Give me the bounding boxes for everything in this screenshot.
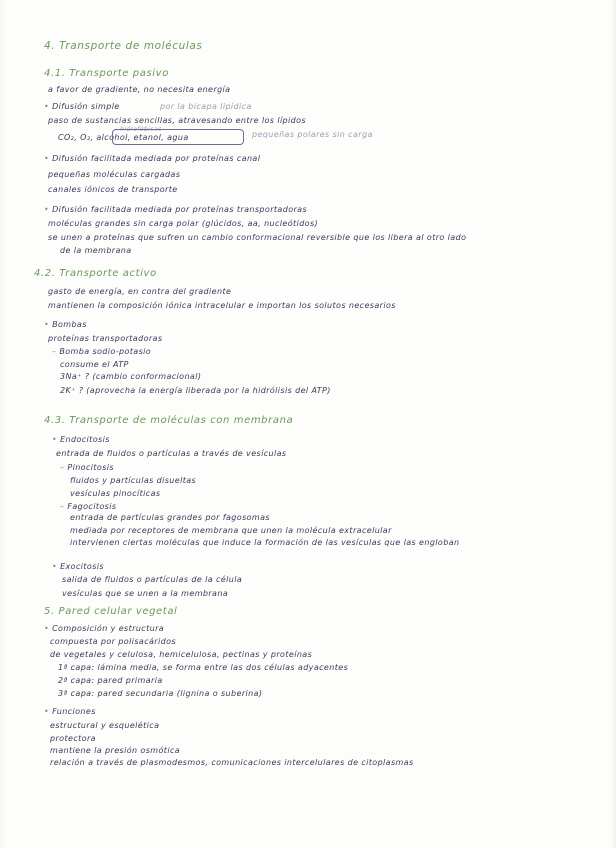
difusion-simple-label: • Difusión simple bbox=[44, 102, 120, 111]
sodio-potasio-line-3: 2K⁺ ? (aprovecha la energía liberada por la hidrólisis del ATP) bbox=[60, 386, 331, 395]
bombas-sub: proteínas transportadoras bbox=[48, 334, 163, 343]
difusion-transportadoras-line-3: de la membrana bbox=[60, 246, 132, 255]
dash-icon: – bbox=[60, 502, 68, 511]
page-title: 4. Transporte de moléculas bbox=[44, 40, 203, 52]
exocitosis-line-2: vesículas que se unen a la membrana bbox=[62, 589, 229, 598]
composicion-line-1: compuesta por polisacáridos bbox=[50, 637, 176, 646]
sodio-potasio-label: – Bomba sodio-potasio bbox=[52, 347, 152, 356]
pinocitosis-line-1: fluidos y partículas disueltas bbox=[70, 476, 197, 485]
bullet-icon: • bbox=[52, 435, 61, 444]
pinocitosis-label: – Pinocitosis bbox=[60, 463, 114, 472]
difusion-simple-line-1: paso de sustancias sencillas, atravesando entre los lípidos bbox=[48, 116, 307, 125]
difusion-transportadoras-label: • Difusión facilitada mediada por proteínas transportadoras bbox=[44, 205, 308, 214]
difusion-canales-line-2: canales iónicos de transporte bbox=[48, 185, 178, 194]
composicion-line-4: 2ª capa: pared primaria bbox=[58, 676, 163, 685]
bullet-icon: • bbox=[44, 320, 53, 329]
difusion-transportadoras-line-1: moléculas grandes sin carga polar (glúcidos, aa, nucleótidos) bbox=[48, 219, 319, 228]
exocitosis-line-1: salida de fluidos o partículas de la célula bbox=[62, 575, 243, 584]
fagocitosis-line-2: mediada por receptores de membrana que unen la molécula extracelular bbox=[70, 526, 392, 535]
funciones-line-1: estructural y esquelética bbox=[50, 721, 160, 730]
hidrofobicas-superscript: hidrofóbicas bbox=[120, 126, 162, 133]
funciones-label: • Funciones bbox=[44, 707, 96, 716]
section-5-title: 5. Pared celular vegetal bbox=[44, 606, 178, 617]
endocitosis-label: • Endocitosis bbox=[52, 435, 110, 444]
sodio-potasio-line-2: 3Na⁺ ? (cambio conformacional) bbox=[60, 372, 202, 381]
difusion-simple-line-2: CO₂, O₂, alcohol, etanol, agua bbox=[58, 133, 189, 142]
bombas-label: • Bombas bbox=[44, 320, 87, 329]
dash-icon: – bbox=[52, 347, 60, 356]
highlight-box bbox=[112, 129, 244, 145]
dash-icon: – bbox=[60, 463, 68, 472]
sodio-potasio-line-1: consume el ATP bbox=[60, 360, 129, 369]
bullet-icon: • bbox=[44, 205, 53, 214]
fagocitosis-line-1: entrada de partículas grandes por fagosomas bbox=[70, 513, 270, 522]
funciones-line-3: mantiene la presión osmótica bbox=[50, 746, 181, 755]
difusion-simple-note: por la bicapa lipídica bbox=[160, 102, 252, 111]
bullet-icon: • bbox=[44, 624, 53, 633]
composicion-line-3: 1ª capa: lámina media, se forma entre las dos células adyacentes bbox=[58, 663, 349, 672]
composicion-line-5: 3ª capa: pared secundaria (lignina o suberina) bbox=[58, 689, 263, 698]
pinocitosis-line-2: vesículas pinocíticas bbox=[70, 489, 161, 498]
fagocitosis-label: – Fagocitosis bbox=[60, 502, 117, 511]
composicion-line-2: de vegetales y celulosa, hemicelulosa, pectinas y proteínas bbox=[50, 650, 313, 659]
difusion-simple-line-2b: pequeñas polares sin carga bbox=[252, 130, 373, 139]
difusion-transportadoras-line-2: se unen a proteínas que sufren un cambio conformacional reversible que los libera al otro lado bbox=[48, 233, 467, 242]
fagocitosis-line-3: intervienen ciertas moléculas que induce la formación de las vesículas que las engloban bbox=[70, 538, 460, 547]
difusion-canales-label: • Difusión facilitada mediada por proteínas canal bbox=[44, 154, 261, 163]
section-4-2-title: 4.2. Transporte activo bbox=[34, 268, 157, 279]
section-4-1-title: 4.1. Transporte pasivo bbox=[44, 68, 169, 79]
section-4-3-title: 4.3. Transporte de moléculas con membrana bbox=[44, 415, 294, 426]
endocitosis-line-1: entrada de fluidos o partículas a través de vesículas bbox=[56, 449, 287, 458]
funciones-line-2: protectora bbox=[50, 734, 96, 743]
difusion-canales-line-1: pequeñas moléculas cargadas bbox=[48, 170, 181, 179]
exocitosis-label: • Exocitosis bbox=[52, 562, 104, 571]
bullet-icon: • bbox=[52, 562, 61, 571]
bullet-icon: • bbox=[44, 102, 53, 111]
bullet-icon: • bbox=[44, 154, 53, 163]
funciones-line-4: relación a través de plasmodesmos, comunicaciones intercelulares de citoplasmas bbox=[50, 758, 414, 767]
bullet-icon: • bbox=[44, 707, 53, 716]
section-4-1-intro: a favor de gradiente, no necesita energía bbox=[48, 85, 231, 94]
section-4-2-line-1: gasto de energía, en contra del gradiente bbox=[48, 287, 232, 296]
composicion-label: • Composición y estructura bbox=[44, 624, 165, 633]
section-4-2-line-2: mantienen la composición iónica intracelular e importan los solutos necesarios bbox=[48, 301, 396, 310]
